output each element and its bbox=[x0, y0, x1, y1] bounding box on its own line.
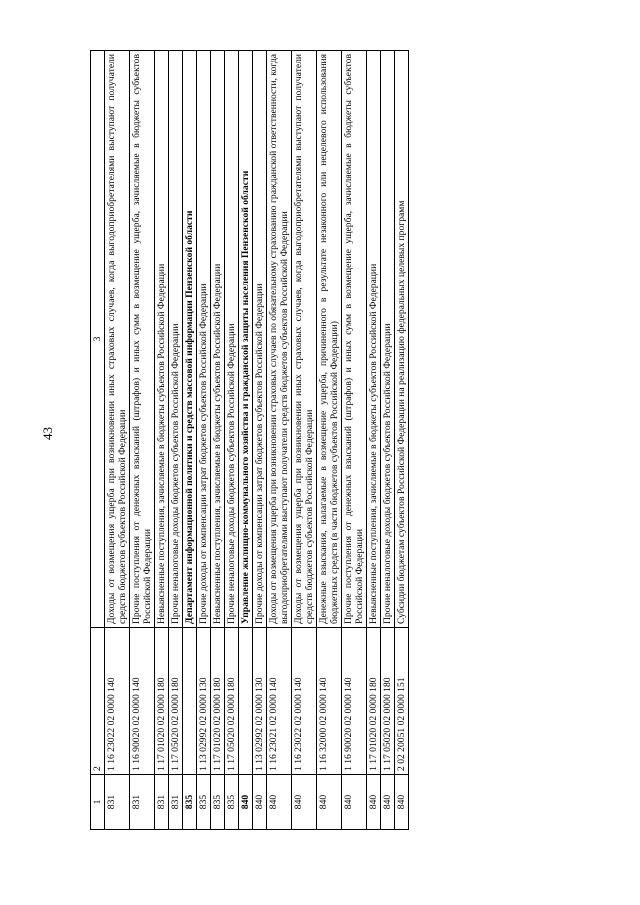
budget-code-cell: 1 16 23022 02 0000 140 bbox=[105, 628, 130, 775]
admin-code-cell: 835 bbox=[225, 775, 239, 830]
description-cell: Невыясненные поступления, зачисляемые в бюджеты субъектов Российской Федерации bbox=[155, 51, 169, 628]
table-row bbox=[239, 51, 253, 830]
budget-code-cell: 1 17 01020 02 0000 180 bbox=[211, 628, 225, 775]
income-codes-table bbox=[90, 50, 409, 830]
description-cell: Прочие неналоговые доходы бюджетов субъектов Российской Федерации bbox=[169, 51, 183, 628]
table-row bbox=[183, 51, 197, 830]
table-header-row bbox=[91, 51, 105, 830]
admin-code-cell: 835 bbox=[197, 775, 211, 830]
table-row bbox=[105, 51, 130, 830]
table-row bbox=[317, 51, 342, 830]
admin-code-cell: 840 bbox=[267, 775, 292, 830]
admin-code-cell: 831 bbox=[105, 775, 130, 830]
admin-code-cell: 840 bbox=[342, 775, 367, 830]
description-cell: Прочие поступления от денежных взысканий (штрафов) и иных сумм в возмещение ущерба, зачисляемые в бюджеты субъектов Российской Федерации bbox=[130, 51, 155, 628]
budget-code-cell: 1 13 02992 02 0000 130 bbox=[253, 628, 267, 775]
budget-code-cell: 1 13 02992 02 0000 130 bbox=[197, 628, 211, 775]
table-body bbox=[105, 51, 409, 830]
header-col-3: 3 bbox=[91, 51, 105, 628]
admin-code-cell: 831 bbox=[169, 775, 183, 830]
description-cell: Денежные взыскания, налагаемые в возмещение ущерба, причиненного в результате незаконного или нецелевого использования бюджетных средств (в части бюджетов субъектов Российской Федерации) bbox=[317, 51, 342, 628]
description-cell: Невыясненные поступления, зачисляемые в бюджеты субъектов Российской Федерации bbox=[211, 51, 225, 628]
budget-code-cell: 2 02 20051 02 0000 151 bbox=[395, 628, 409, 775]
budget-code-cell: 1 16 23021 02 0000 140 bbox=[267, 628, 292, 775]
admin-code-cell: 840 bbox=[239, 775, 253, 830]
description-cell: Невыясненные поступления, зачисляемые в бюджеты субъектов Российской Федерации bbox=[367, 51, 381, 628]
admin-code-cell: 840 bbox=[367, 775, 381, 830]
description-cell: Управление жилищно-коммунального хозяйства и гражданской защиты населения Пензенской области bbox=[239, 51, 253, 628]
description-cell: Прочие поступления от денежных взысканий (штрафов) и иных сумм в возмещение ущерба, зачисляемые в бюджеты субъектов Российской Федерации bbox=[342, 51, 367, 628]
table-row bbox=[253, 51, 267, 830]
budget-code-cell bbox=[183, 628, 197, 775]
description-cell: Прочие доходы от компенсации затрат бюджетов субъектов Российской Федерации bbox=[197, 51, 211, 628]
table-row bbox=[169, 51, 183, 830]
description-cell: Доходы от возмещения ущерба при возникновении иных страховых случаев, когда выгодоприобретателями выступают получатели средств бюджетов субъектов Российской Федерации bbox=[105, 51, 130, 628]
description-cell: Доходы от возмещения ущерба при возникновении иных страховых случаев, когда выгодоприобретателями выступают получатели средств бюджетов субъектов Российской Федерации bbox=[292, 51, 317, 628]
budget-code-cell: 1 17 05020 02 0000 180 bbox=[225, 628, 239, 775]
admin-code-cell: 840 bbox=[395, 775, 409, 830]
table-row bbox=[211, 51, 225, 830]
description-cell: Прочие неналоговые доходы бюджетов субъектов Российской Федерации bbox=[225, 51, 239, 628]
budget-code-cell: 1 17 05020 02 0000 180 bbox=[169, 628, 183, 775]
budget-code-cell: 1 16 90020 02 0000 140 bbox=[342, 628, 367, 775]
admin-code-cell: 840 bbox=[381, 775, 395, 830]
admin-code-cell: 840 bbox=[317, 775, 342, 830]
budget-code-cell: 1 16 23022 02 0000 140 bbox=[292, 628, 317, 775]
budget-code-cell: 1 17 01020 02 0000 180 bbox=[367, 628, 381, 775]
budget-code-cell: 1 17 05020 02 0000 180 bbox=[381, 628, 395, 775]
table-row bbox=[342, 51, 367, 830]
admin-code-cell: 835 bbox=[211, 775, 225, 830]
table-row bbox=[381, 51, 395, 830]
table-row bbox=[367, 51, 381, 830]
admin-code-cell: 831 bbox=[155, 775, 169, 830]
description-cell: Прочие неналоговые доходы бюджетов субъектов Российской Федерации bbox=[381, 51, 395, 628]
table-row bbox=[130, 51, 155, 830]
budget-code-cell bbox=[239, 628, 253, 775]
admin-code-cell: 840 bbox=[253, 775, 267, 830]
table-row bbox=[155, 51, 169, 830]
table-row bbox=[197, 51, 211, 830]
header-col-1: 1 bbox=[91, 775, 105, 830]
budget-code-cell: 1 16 90020 02 0000 140 bbox=[130, 628, 155, 775]
table-row bbox=[267, 51, 292, 830]
table-row bbox=[225, 51, 239, 830]
admin-code-cell: 840 bbox=[292, 775, 317, 830]
description-cell: Субсидии бюджетам субъектов Российской Федерации на реализацию федеральных целевых программ bbox=[395, 51, 409, 628]
page-number-text: 43 bbox=[40, 427, 55, 440]
description-cell: Доходы от возмещения ущерба при возникновении страховых случаев по обязательному страхованию гражданской ответственности, когда выгодоприобретателями выступают получатели средств бюджетов субъектов Российской Федерации bbox=[267, 51, 292, 628]
budget-code-cell: 1 17 01020 02 0000 180 bbox=[155, 628, 169, 775]
rotated-table-wrapper bbox=[90, 50, 544, 830]
table-row bbox=[292, 51, 317, 830]
description-cell: Прочие доходы от компенсации затрат бюджетов субъектов Российской Федерации bbox=[253, 51, 267, 628]
budget-code-cell: 1 16 32000 02 0000 140 bbox=[317, 628, 342, 775]
admin-code-cell: 835 bbox=[183, 775, 197, 830]
description-cell: Департамент информационной политики и средств массовой информации Пензенской области bbox=[183, 51, 197, 628]
header-col-2: 2 bbox=[91, 628, 105, 775]
admin-code-cell: 831 bbox=[130, 775, 155, 830]
table-row bbox=[395, 51, 409, 830]
